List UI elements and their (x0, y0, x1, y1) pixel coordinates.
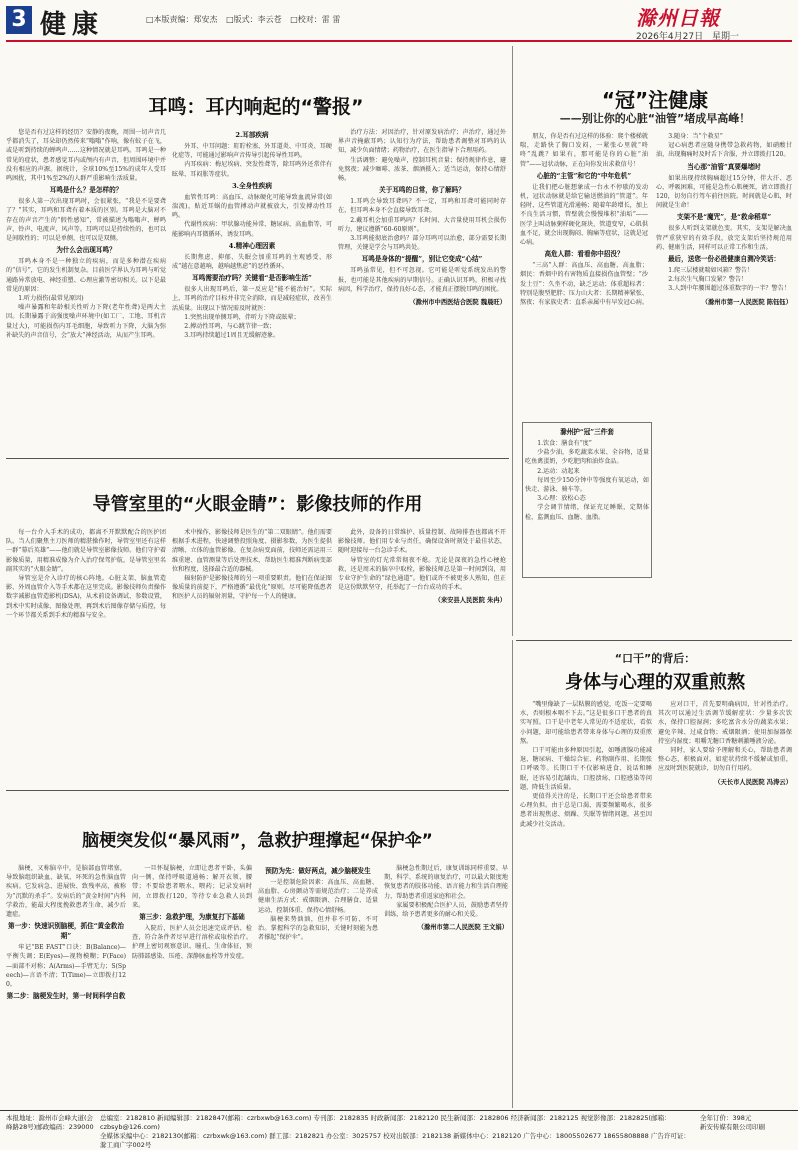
subheading: 第一步：快速识别脑梗，抓住“黄金救治期” (8, 922, 124, 941)
footer-price (700, 1114, 795, 1132)
page-number: 3 (6, 6, 32, 34)
section-divider (516, 640, 792, 641)
issue-date (636, 29, 745, 42)
date: 2026年4月27日 (636, 32, 704, 42)
byline: （来安县人民医院 朱冉） (434, 597, 506, 605)
paragraph: 3.心理：放松心态 (537, 495, 586, 503)
paragraph: 1.耳鸣会导致耳聋吗？不一定，耳鸣和耳聋可能同时存在，但耳鸣本身不会直接导致耳聋。 (338, 198, 506, 215)
byline: （滁州市中西医结合医院 魏晨旺） (409, 299, 506, 307)
article-tinnitus-col2 (172, 128, 332, 453)
paragraph: 一旦怀疑脑梗，立即让患者平卧，头偏向一侧，保持呼吸道通畅；解开衣领、腰带；不要给患者喂水、喂药；记录发病时间，立即拨打120，等待专业急救人员到来。 (132, 865, 252, 909)
paragraph: 术中操作，影像技师是医生的“第二双眼睛”。他们需要根据手术进程，快速调整投照角度、摄影参数，为医生提供清晰、立体的血管影像。在复杂病变面前，技师还需运用三维重建、血管测量等后处理技术，帮助医生精准判断病变部位和程度，选择最合适的器械。 (172, 529, 332, 573)
paragraph: 3.耳鸣持续超过1周且无缓解迹象。 (184, 332, 280, 340)
subheading: 耳鸣需要治疗吗？关键看“是否影响生活” (192, 274, 312, 283)
article-stroke-col1 (6, 864, 126, 1106)
paragraph: 家属要积极配合医护人员，鼓励患者坚持训练，给予患者更多的耐心和关爱。 (384, 901, 508, 919)
subheading: 为什么会出现耳鸣？ (56, 246, 116, 255)
paragraph: 1.饮食：膳食有“度” (537, 440, 592, 447)
paragraph: 很多人出现耳鸣后，第一反应是“能不能治好”。实际上，耳鸣的治疗目标并非完全消除，而是减轻症状，改善生活质量。出现以下情况需及时就医： (172, 286, 332, 312)
printer: 新安传媒有限公司印刷 (700, 1123, 765, 1131)
masthead-logo: 滁州日報 (636, 6, 720, 30)
paragraph: “三高”人群：高血压、高血糖、高血脂；烟民：香烟中的有害物质直接损伤血管壁；“沙发土豆”：久坐不动，缺乏运动；体重超标者：特别是腹型肥胖；压力山大者：长期精神紧张、熬夜；有家族史者：直系亲属中有早发冠心病。 (520, 262, 648, 307)
subscription-price: 全年订价：398元 (700, 1114, 752, 1122)
paragraph: 让我们把心脏想象成一台永不停歇的发动机，冠状动脉就是给它输送燃油的“管道”。年轻时，这些管道光滑通畅；随着年龄增长，加上不良生活习惯，管壁就会慢慢堆积“油垢”——医学上叫动脉粥样硬化斑块，管道变窄，心肌供血不足，就会出现胸闷、胸痛等症状，这就是冠心病。 (520, 183, 648, 247)
subheading: 第三步：急救护理，为康复打下基础 (139, 913, 245, 922)
byline: （滁州市第一人民医院 陈钰钰） (701, 298, 792, 306)
article-title-heart: “冠”注健康 (601, 88, 709, 112)
paragraph: 3.随身：当“个救星” (668, 133, 723, 140)
paragraph: 每周至少150分钟中等强度有氧运动，如快走、游泳、骑车等。 (525, 476, 649, 494)
column-divider (512, 46, 513, 636)
byline: （滁州市第二人民医院 王文娟） (417, 924, 508, 932)
paragraph: 2.搏动性耳鸣，与心跳节律一致； (184, 323, 276, 331)
paragraph: 1.听力损伤(最常见原因) (18, 295, 84, 303)
paragraph: 外耳、中耳问题：耵聍栓塞、外耳道炎、中耳炎、耳硬化症等，可能通过影响声音传导引起传导性耳鸣。 (172, 143, 332, 160)
subheading: 支架不是“魔咒”，是“救命稻草” (676, 213, 772, 222)
subheading: 3.全身性疾病 (232, 181, 272, 190)
weekday: 星期一 (711, 32, 739, 42)
paragraph: 朋友，你是否有过这样的体验：爬个楼梯就喘，走路快了胸口发闷，一紧张心里就“咚咚”乱跳？如果有，那可能是你的心脏“油管”——冠状动脉，正在向你发出求救信号！ (520, 133, 648, 168)
paragraph: 脑梗来势汹汹，但并非不可防、不可治。掌握科学的急救知识，关键时刻能为患者撑起“保护伞”。 (258, 915, 378, 942)
paragraph: 生活调整：避免噪声，控制耳机音量；保持规律作息，避免熬夜；减少咖啡、浓茶、烟酒摄入；适当运动，保持心情舒畅。 (338, 156, 506, 183)
paragraph: 很多人听到支架就色变。其实，支架是解决血管严重狭窄的有效手段，放完支架后坚持规范用药、健康生活，同样可以正常工作和生活。 (656, 225, 792, 251)
paragraph: 1.突然出现单侧耳鸣，伴听力下降或眩晕； (184, 313, 300, 321)
footer-address: 本报地址：滁州市会峰大道(会峰路28号)邮政编码：239000 (6, 1114, 94, 1131)
article-subtitle-heart: ——别让你的心脏“油管”堵成早高峰！ (559, 112, 751, 125)
subheading: 关于耳鸣的日常，你了解吗？ (379, 186, 465, 195)
paragraph: 2.运动：动起来 (537, 467, 580, 475)
paragraph: 此外，设备的日常维护、质量控制、故障排查也都离不开影像技师。他们用专业与责任，确保设备时刻处于最佳状态，随时迎接每一台急诊手术。 (338, 529, 506, 555)
subheading: 耳鸣是身体的“提醒”，别让它变成“心结” (361, 255, 483, 264)
paragraph: 牢记“BE FAST”口诀：B(Balance)—平衡失调；E(Eyes)—视物模糊；F(Face)—面部不对称；A(Arms)—手臂无力；S(Speech)—言语不清；T(Time)—立即拨打120。 (6, 944, 126, 989)
paragraph: 耳鸣虽常见，但不可忽视。它可能是听觉系统发出的警报，也可能是其他疾病的早期信号。正确认识耳鸣，积极寻找病因，科学治疗，保持良好心态，才能真正摆脱耳鸣的困扰。 (338, 267, 506, 293)
paragraph: 同时，家人要给予理解和关心，帮助患者调整心态，积极面对。如症状持续不缓解或加重，应及时到医院就诊，切勿自行用药。 (658, 747, 792, 773)
article-title-cathlab: 导管室里的“火眼金睛”：影像技师的作用 (92, 494, 423, 515)
paragraph: 噪声暴露和年龄相关性听力下降(老年性聋)是两大主因。长期暴露于高强度噪声环境中(如工厂、工地、耳机音量过大)，可能损伤内耳毛细胞，导致听力下降，大脑为弥补缺失的声音信号，会“放大”神经活动，从而产生耳鸣。 (6, 304, 166, 339)
editor-credits (146, 14, 346, 25)
paragraph: 2.每次生气胸口发紧？警告！ (668, 276, 748, 284)
paragraph: 内耳疾病：梅尼埃病、突发性聋等，除耳鸣外还常伴有眩晕、耳闷胀等症状。 (172, 161, 332, 178)
paragraph: 导管室的灯光常常彻夜不熄。无论是深夜的急性心梗抢救，还是周末的脑卒中取栓，影像技师总是第一时间到岗，用专业守护生命的“绿色通道”。他们或许不被更多人熟知，但正是这份默默坚守，托举起了一台台成功的手术。 (338, 556, 506, 592)
paragraph: 少盐少油，多吃蔬菜水果、全谷物，适量吃鱼禽蛋奶，少吃肥肉和油炸食品。 (525, 449, 649, 466)
paragraph: 每一台介入手术的成功，都离不开默默配合的医护团队。当人们聚焦主刀医师的精湛操作时，导管室里还有这样一群“幕后英雄”——他们就是导管室影像技师。他们守护着影像质量，用精准成像为介入治疗保驾护航，是导管室里名副其实的“火眼金睛”。 (6, 529, 166, 573)
section-divider (6, 790, 509, 791)
footer-contacts-line2: 全媒体采编中心：2182130(邮箱：czrbxwk@163.com) 群工部：2182821 办公室：3025757 校对出版部：2182138 新媒体中心：2182120 广告中心：18005502677 18655808888 广告许可证：滁工商广字002号 (100, 1132, 690, 1149)
article-tinnitus-col1 (6, 128, 166, 453)
article-title-stroke: 脑梗突发似“暴风雨”，急救护理撑起“保护伞” (82, 831, 433, 851)
footer-contacts (100, 1114, 690, 1150)
subheading: 最后，送您一份必胜健康自测冷笑话： (667, 255, 781, 264)
proofreader: □校对：雷 雷 (290, 15, 341, 24)
paragraph: 辐射防护是影像技师的另一项重要职责。他们在保证图像质量的前提下，严格遵循“最优化”原则，尽可能降低患者和医护人员的辐射剂量，守护每一个人的健康。 (172, 575, 332, 601)
page-header (6, 4, 792, 42)
subheading: 耳鸣是什么？是怎样的？ (49, 186, 123, 195)
byline: （天长市人民医院 冯涛云） (714, 778, 792, 786)
article-cathlab-col3 (338, 528, 506, 786)
article-heart-col1 (520, 132, 648, 422)
paragraph: 耳鸣本身不是一种独立的疾病，而是多种潜在疾病的“信号”，它的发生机制复杂。目前医学界认为耳鸣与听觉通路异常放电、神经重塑、心理应激等密切相关。以下是最常见的原因： (6, 258, 166, 293)
article-kicker-drymouth: “口干”的背后： (614, 652, 696, 665)
paragraph: 学会调节情绪，保证充足睡眠，定期体检，监测血压、血糖、血脂。 (525, 504, 649, 521)
paragraph: 更值得关注的是，长期口干还会给患者带来心理负担。由于总是口渴、需要频繁喝水，很多患者出现焦虑、烦躁、失眠等情绪问题，甚至因此减少社交活动。 (520, 793, 652, 828)
paragraph: 您是否有过这样的经历？安静的夜晚，周围一切声音几乎都消失了，耳朵却仍然传来“嗡嗡”作响，像有蚊子在飞，或是听到持续的蝉鸣声……这种情况就是耳鸣。耳鸣是一种常见的症状，患者感觉耳内或颅内有声音，但周围环境中并没有相应的声源。据统计，全球10%至15%的成年人受耳鸣困扰，其中1%至2%的人群严重影响生活质量。 (6, 129, 166, 183)
paragraph: 脑梗，又称脑卒中，是脑部血管堵塞，导致脑组织缺血、缺氧、坏死的急性脑血管疾病。它发病急、进展快、致残率高，被称为“沉默的杀手”。发病后的“黄金时间”内科学救治，能最大程度挽救患者生命、减少后遗症。 (6, 865, 126, 919)
footer-contacts-line1: 总编室：2182810 新闻编辑部：2182847(邮箱：czrbxwb@163.com) 专刊部：2182835 时政新闻部：2182120 民生新闻部：2182806 经济新闻部：2182125 视觉影像部：2182825(邮箱：czbsyb@126.com) (100, 1114, 671, 1131)
subheading: 心脏的“主管”和它的“中年危机” (536, 171, 632, 180)
paragraph: 3.耳鸣能彻底治愈吗？部分耳鸣可以治愈，部分需要长期管理，关键是学会与耳鸣共处。 (338, 235, 506, 252)
article-stroke-col2 (132, 864, 252, 1106)
paragraph: 血管性耳鸣：高血压、动脉硬化可能导致血流异常(如湍流)，贴近耳蜗的血管搏动声就被放大，引发搏动性耳鸣。 (172, 193, 332, 220)
paragraph: 入院后，医护人员会迅速完成评估、检查，符合条件者尽早进行溶栓或取栓治疗。护理上密切观察意识、瞳孔、生命体征，预防肺部感染、压疮、深静脉血栓等并发症。 (132, 925, 252, 960)
article-cathlab-col1 (6, 528, 166, 786)
subheading: 当心那“油管”真要爆堵时 (687, 162, 761, 171)
article-heart-col2 (656, 132, 792, 632)
subheading: 2.耳部疾病 (235, 131, 269, 139)
column-divider (512, 640, 513, 1108)
subheading: 滁州护“冠”三件套 (560, 428, 614, 436)
paragraph: 如果出现持续胸痛超过15分钟，伴大汗、恶心、呼吸困难，可能是急性心肌梗死，请立即拨打120，切勿自行驾车前往医院。时间就是心肌，时间就是生命！ (656, 174, 792, 210)
subheading: 高危人群：看看你中招没？ (544, 250, 624, 259)
article-tinnitus-col3 (338, 128, 506, 453)
section-title: 健康 (40, 10, 105, 40)
article-cathlab-col2 (172, 528, 332, 786)
article-title-drymouth: 身体与心理的双重煎熬 (565, 672, 745, 693)
paragraph: 冠心病患者应随身携带急救药物，如硝酸甘油，出现胸痛时及时舌下含服，并立即拨打120。 (656, 142, 792, 159)
paragraph: 脑梗急性期过后，康复训练同样重要。早期、科学、系统的康复治疗，可以最大限度地恢复患者的肢体功能、语言能力和生活自理能力，帮助患者重返家庭和社会。 (384, 865, 508, 900)
paragraph: 1.爬三层楼就喘如风箱？警告！ (668, 267, 754, 275)
paragraph: 很多人第一次出现耳鸣时，会很紧张，“我是不是要聋了？”其实，耳鸣和耳聋有着本质的区别。耳鸣是大脑对不存在的声音产生的“假性感知”，常被描述为嗡嗡声、蝉鸣声、铃声、电流声、风声等。耳鸣可以是持续性的，也可以是间歇性的；可以是单侧，也可以是双侧。 (6, 198, 166, 243)
designer: □版式：李云苍 (226, 15, 282, 24)
paragraph: 口干可能由多种原因引起，如唾液腺功能减退、糖尿病、干燥综合征、药物副作用、长期张口呼吸等。长期口干不仅影响进食、说话和睡眠，还容易引起龋齿、口腔溃疡、口腔感染等问题，降低生活质量。 (520, 747, 652, 791)
paragraph: “嘴里像缺了一层粘膜的感觉，吃饭一定要喝水，否则根本咽不下去。”这是很多口干患者的真实写照。口干是中老年人常见的不适症状，看似小问题，却可能给患者带来身体与心理的双重煎熬。 (520, 701, 652, 745)
paragraph: 一是控制危险因素：高血压、高血糖、高血脂、心房颤动等需规范治疗；二是养成健康生活方式：戒烟限酒、合理膳食、适量运动、控制体重、保持心情舒畅。 (258, 879, 378, 914)
paragraph: 3.人到中年腰围超过体重数字的一半？警告！ (668, 285, 790, 293)
subheading: 预防为先：做好两点，减少脑梗发生 (265, 867, 371, 875)
paragraph: 2.戴耳机会加重耳鸣吗？长时间、大音量使用耳机会损伤听力，建议遵循“60-60原则”。 (338, 216, 506, 233)
paragraph: 长期焦虑、抑郁、失眠会加重耳鸣的主观感受，形成“越在意越响，越响越焦虑”的恶性循环。 (172, 253, 332, 271)
article-stroke-col3 (258, 864, 378, 1106)
paragraph: 代谢性疾病：甲状腺功能异常、糖尿病、高血脂等，可能影响内耳微循环，诱发耳鸣。 (172, 221, 332, 238)
page-footer (0, 1110, 798, 1149)
article-title-tinnitus: 耳鸣：耳内响起的“警报” (148, 96, 364, 118)
subheading: 第二步：脑梗发生时，第一时间科学自救 (6, 992, 126, 1001)
heart-tips-box (522, 422, 652, 578)
section-divider (6, 458, 509, 459)
article-stroke-col4 (384, 864, 508, 1106)
paragraph: 导管室是介入诊疗的核心阵地。心脏支架、脑血管造影、外周血管介入等手术都在这里完成。影像技师负责操作数字减影血管造影机(DSA)，从术前设备调试、参数设置，到术中实时成像、图像处理，再到术后图像存储与质控，每一个环节都关系到手术的精准与安全。 (6, 575, 166, 619)
subheading: 4.精神心理因素 (228, 241, 276, 250)
paragraph: 治疗方法：对因治疗，针对原发病治疗；声治疗，通过外界声音掩蔽耳鸣；认知行为疗法，帮助患者调整对耳鸣的认知，减少负面情绪；药物治疗，在医生指导下合理用药。 (338, 129, 506, 155)
article-drymouth-col2 (658, 700, 792, 1105)
article-drymouth-col1 (520, 700, 652, 1105)
paragraph: 应对口干，首先要明确病因，针对性治疗。其次可以通过生活调节缓解症状：少量多次饮水，保持口腔湿润；多吃富含水分的蔬菜水果；避免辛辣、过咸食物；戒烟限酒；使用加湿器保持室内湿度；咀嚼无糖口香糖刺激唾液分泌。 (658, 701, 792, 745)
editor: □本版责编：郑安杰 (146, 15, 218, 24)
